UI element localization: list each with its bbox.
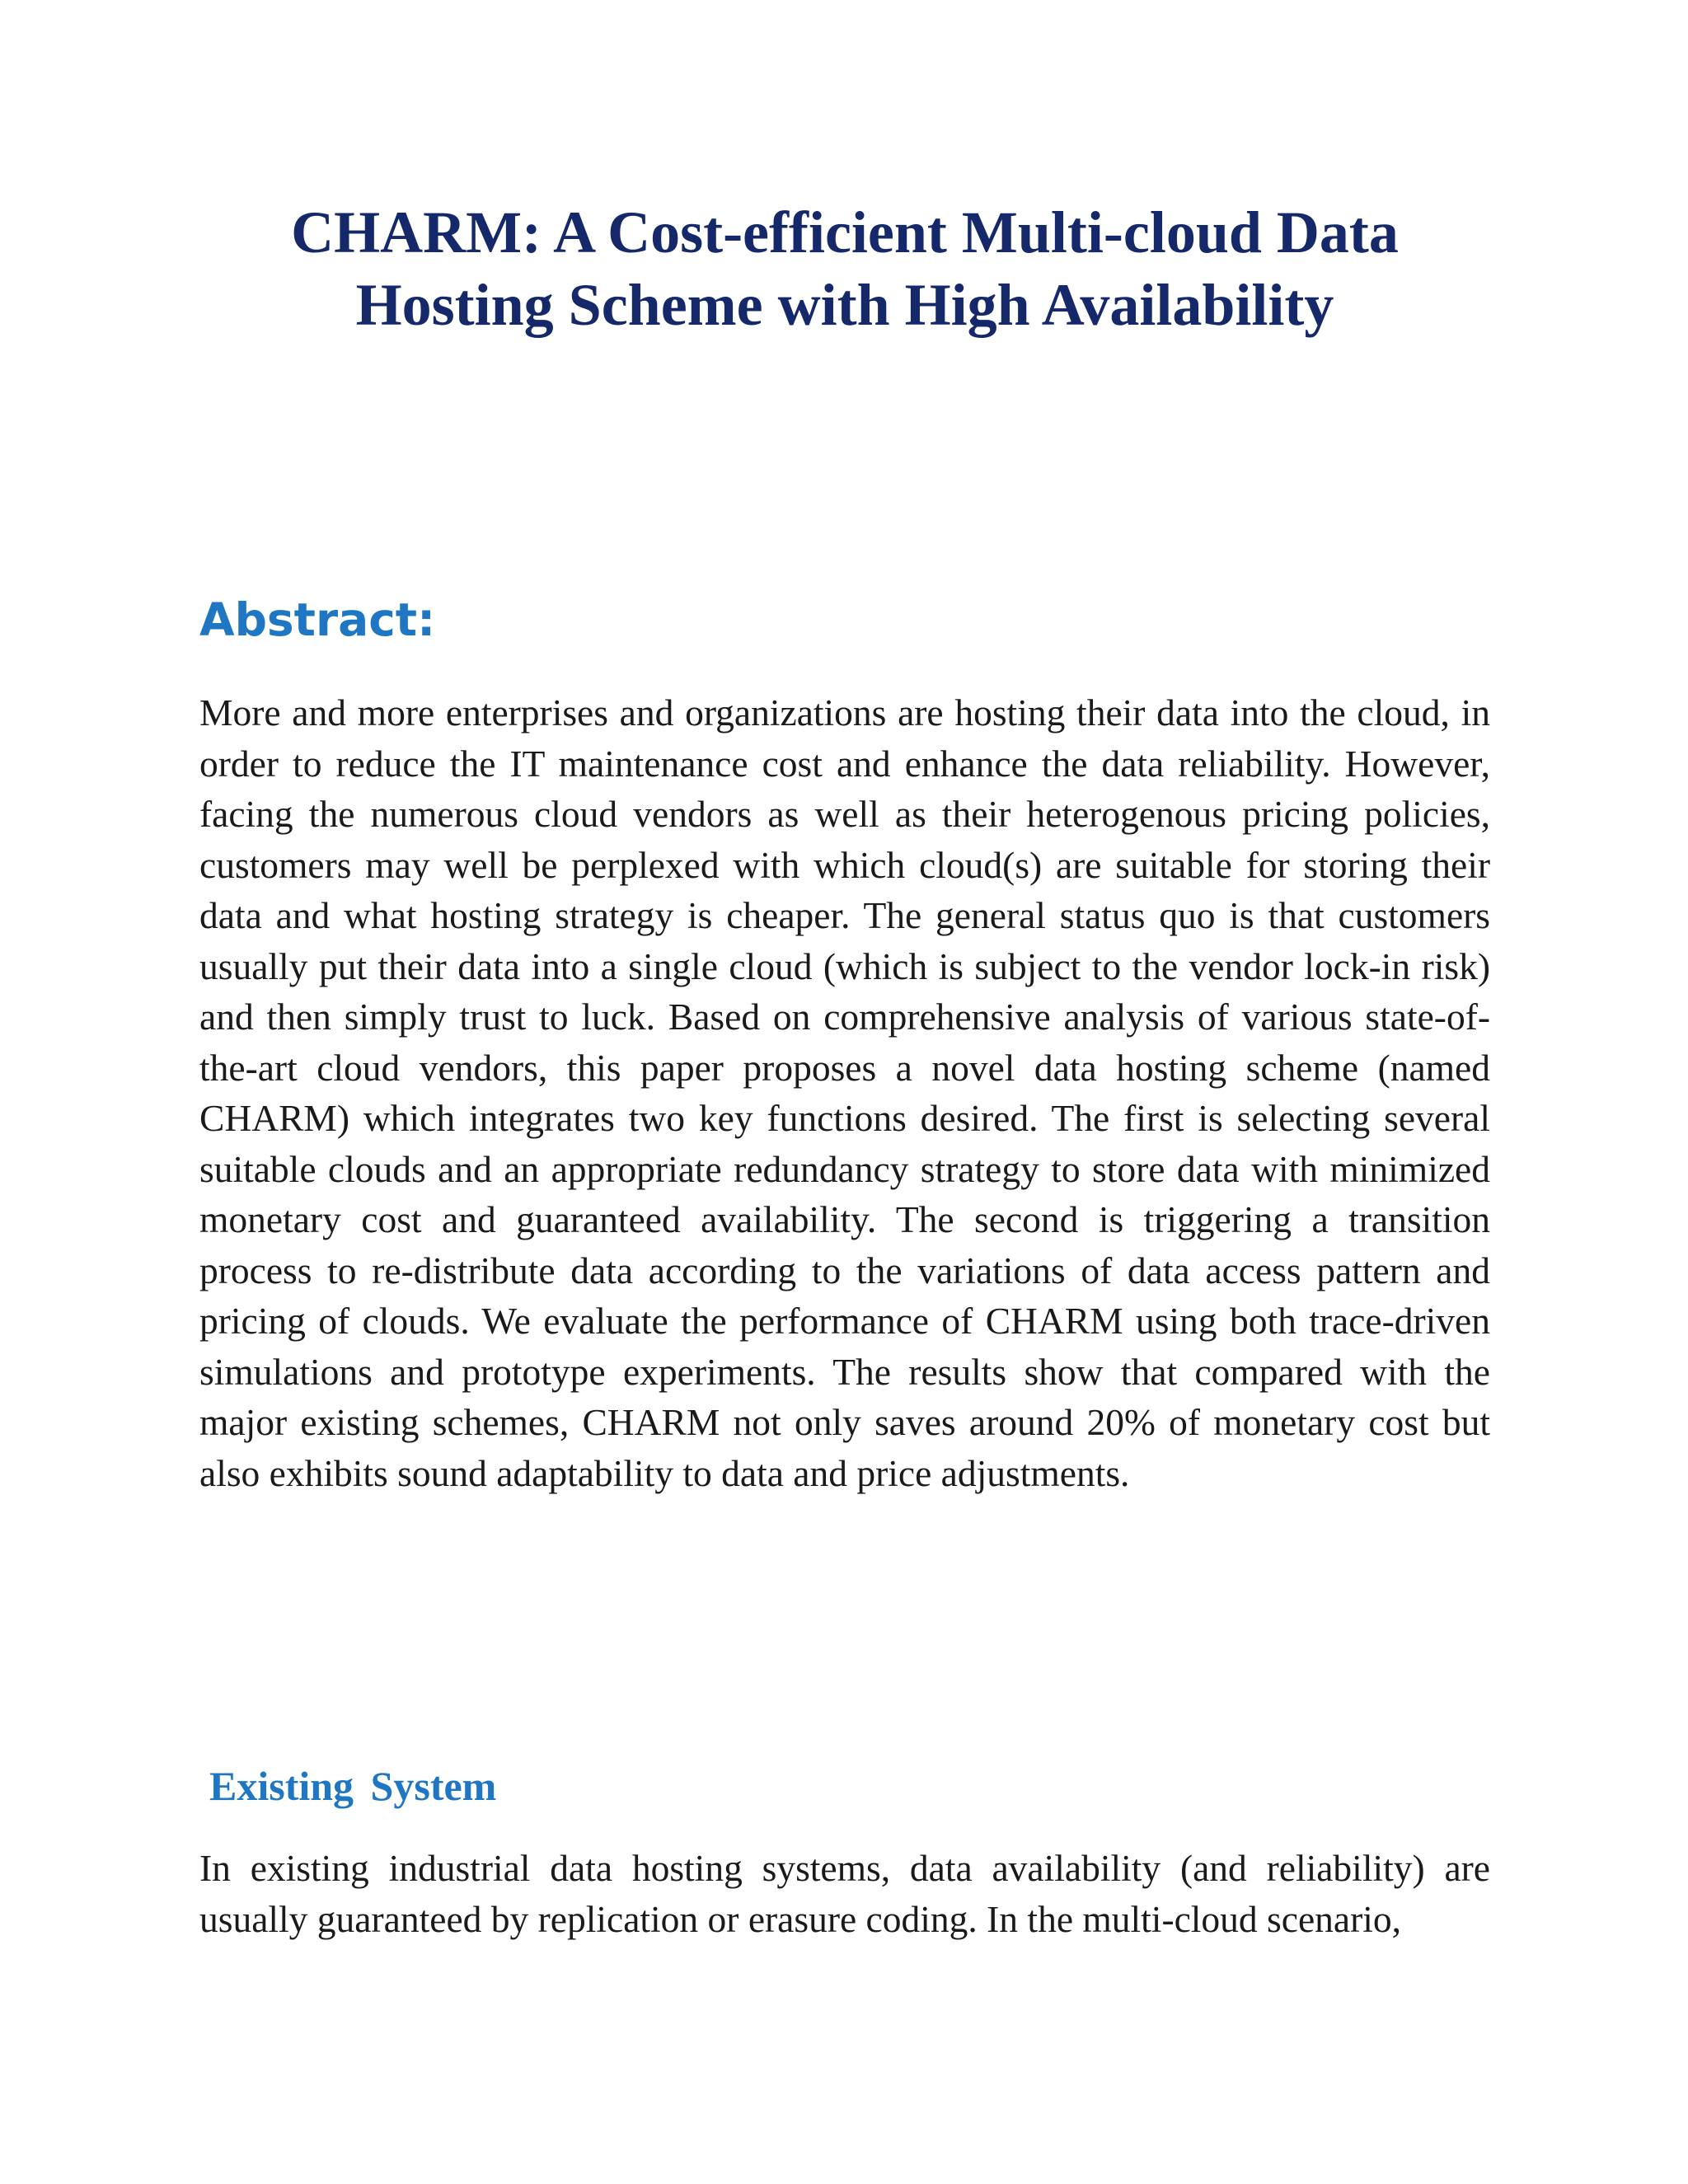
document-title-line-2: Hosting Scheme with High Availability <box>355 272 1334 338</box>
abstract-paragraph: More and more enterprises and organizations are hosting their data into the cloud, in order to reduce the IT maintenance cost and enhance the data reliability. However, facing the numerous cloud vendors as well as their heterogenous pricing policies, customers may well be perplexed with which cloud(s) are suitable for storing their data and what hosting strategy is cheaper. The general status quo is that customers usually put their data into a single cloud (which is subject to the vendor lock-in risk) and then simply trust to luck. Based on comprehensive analysis of various state-of-the-art cloud vendors, this paper proposes a novel data hosting scheme (named CHARM) which integrates two key functions desired. The first is selecting several suitable clouds and an appropriate redundancy strategy to store data with minimized monetary cost and guaranteed availability. The second is triggering a transition process to re-distribute data according to the variations of data access pattern and pricing of clouds. We evaluate the performance of CHARM using both trace-driven simulations and prototype experiments. The results show that compared with the major existing schemes, CHARM not only saves around 20% of monetary cost but also exhibits sound adaptability to data and price adjustments. <box>199 691 1490 1494</box>
document-title <box>198 196 1492 341</box>
document-title-line-1: CHARM: A Cost-efficient Multi-cloud Data <box>291 199 1399 265</box>
abstract-heading: Abstract: <box>199 593 436 646</box>
existing-system-heading: Existing System <box>209 1763 497 1809</box>
existing-system-paragraph: In existing industrial data hosting systems, data availability (and reliability) are usually guaranteed by replication or erasure coding. In the multi-cloud scenario, <box>199 1847 1490 1940</box>
